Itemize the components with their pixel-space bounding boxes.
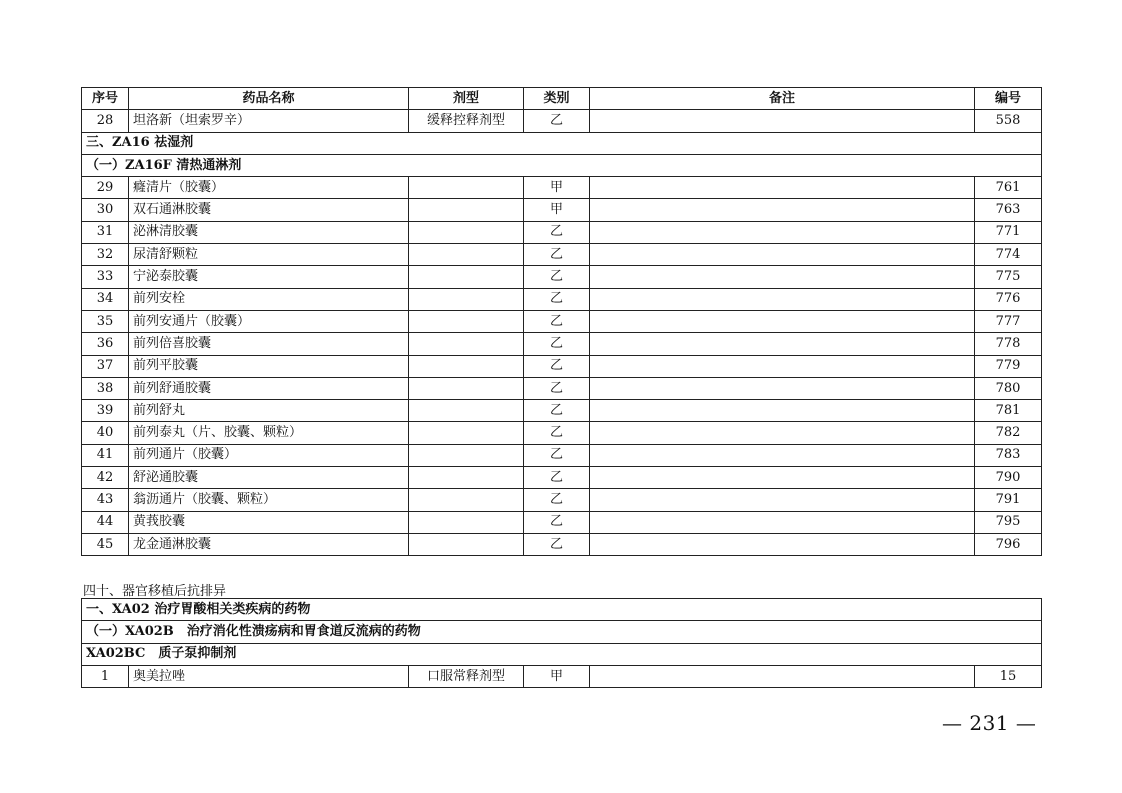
table-row: [82, 665, 1042, 687]
table-row: [82, 511, 1042, 533]
cell-code: 796: [975, 533, 1042, 555]
cell-code: 795: [975, 511, 1042, 533]
section-heading-row: [82, 132, 1042, 154]
cell-form: [409, 266, 524, 288]
cell-code: 763: [975, 199, 1042, 221]
cell-category: 乙: [524, 221, 590, 243]
cell-code: 780: [975, 377, 1042, 399]
cell-note: [590, 221, 975, 243]
cell-code: 771: [975, 221, 1042, 243]
header-category: 类别: [524, 88, 590, 110]
cell-name: 坦洛新（坦索罗辛）: [129, 110, 409, 132]
cell-form: [409, 489, 524, 511]
cell-note: [590, 199, 975, 221]
table-row: [82, 467, 1042, 489]
subsection-heading: （一）XA02B 治疗消化性溃疡病和胃食道反流病的药物: [82, 621, 1042, 643]
cell-name: 前列通片（胶囊）: [129, 444, 409, 466]
cell-note: [590, 467, 975, 489]
cell-code: 774: [975, 244, 1042, 266]
cell-name: 前列舒通胶囊: [129, 377, 409, 399]
section-heading: 三、ZA16 祛湿剂: [82, 132, 1042, 154]
cell-note: [590, 110, 975, 132]
cell-code: 558: [975, 110, 1042, 132]
cell-name: 尿清舒颗粒: [129, 244, 409, 266]
cell-category: 乙: [524, 244, 590, 266]
cell-no: 44: [82, 511, 129, 533]
cell-no: 31: [82, 221, 129, 243]
cell-name: 泌淋清胶囊: [129, 221, 409, 243]
cell-note: [590, 288, 975, 310]
cell-category: 乙: [524, 310, 590, 332]
header-no: 序号: [82, 88, 129, 110]
cell-code: 782: [975, 422, 1042, 444]
cell-note: [590, 177, 975, 199]
cell-no: 30: [82, 199, 129, 221]
cell-no: 29: [82, 177, 129, 199]
table-row: [82, 489, 1042, 511]
cell-no: 40: [82, 422, 129, 444]
cell-form: [409, 355, 524, 377]
table-row: [82, 266, 1042, 288]
cell-no: 34: [82, 288, 129, 310]
cell-category: 乙: [524, 422, 590, 444]
cell-form: 口服常释剂型: [409, 665, 524, 687]
cell-form: [409, 511, 524, 533]
cell-category: 甲: [524, 665, 590, 687]
cell-name: 前列泰丸（片、胶囊、颗粒）: [129, 422, 409, 444]
cell-code: 15: [975, 665, 1042, 687]
cell-note: [590, 665, 975, 687]
cell-category: 乙: [524, 288, 590, 310]
table-row: [82, 110, 1042, 132]
cell-note: [590, 511, 975, 533]
cell-no: 39: [82, 400, 129, 422]
cell-code: 790: [975, 467, 1042, 489]
table-row: [82, 288, 1042, 310]
cell-form: [409, 310, 524, 332]
cell-code: 778: [975, 333, 1042, 355]
cell-category: 乙: [524, 400, 590, 422]
cell-code: 776: [975, 288, 1042, 310]
cell-no: 37: [82, 355, 129, 377]
cell-no: 1: [82, 665, 129, 687]
cell-no: 32: [82, 244, 129, 266]
cell-note: [590, 377, 975, 399]
cell-name: 前列安通片（胶囊）: [129, 310, 409, 332]
chapter-heading: 四十、器官移植后抗排异: [83, 584, 227, 599]
cell-category: 乙: [524, 377, 590, 399]
cell-form: 缓释控释剂型: [409, 110, 524, 132]
cell-name: 宁泌泰胶囊: [129, 266, 409, 288]
cell-form: [409, 333, 524, 355]
cell-form: [409, 244, 524, 266]
table-row: [82, 310, 1042, 332]
table-row: [82, 377, 1042, 399]
drug-table-continued: [81, 598, 1042, 688]
header-note: 备注: [590, 88, 975, 110]
cell-name: 癃清片（胶囊）: [129, 177, 409, 199]
cell-note: [590, 533, 975, 555]
group-heading-row: [82, 643, 1042, 665]
group-heading: XA02BC 质子泵抑制剂: [82, 643, 1042, 665]
cell-note: [590, 489, 975, 511]
page-number: — 231 —: [942, 711, 1037, 735]
cell-category: 乙: [524, 489, 590, 511]
table-row: [82, 221, 1042, 243]
cell-category: 乙: [524, 511, 590, 533]
cell-name: 舒泌通胶囊: [129, 467, 409, 489]
cell-no: 42: [82, 467, 129, 489]
cell-note: [590, 400, 975, 422]
cell-code: 777: [975, 310, 1042, 332]
cell-note: [590, 355, 975, 377]
table-row: [82, 355, 1042, 377]
cell-form: [409, 533, 524, 555]
header-form: 剂型: [409, 88, 524, 110]
table-row: [82, 244, 1042, 266]
cell-form: [409, 377, 524, 399]
header-name: 药品名称: [129, 88, 409, 110]
subsection-heading-row: [82, 621, 1042, 643]
cell-form: [409, 288, 524, 310]
cell-category: 乙: [524, 533, 590, 555]
cell-category: 甲: [524, 177, 590, 199]
cell-no: 41: [82, 444, 129, 466]
cell-category: 甲: [524, 199, 590, 221]
cell-name: 前列安栓: [129, 288, 409, 310]
table-row: [82, 444, 1042, 466]
table-row: [82, 400, 1042, 422]
cell-no: 45: [82, 533, 129, 555]
section-heading-row: [82, 599, 1042, 621]
cell-form: [409, 177, 524, 199]
cell-no: 36: [82, 333, 129, 355]
subsection-heading-row: [82, 154, 1042, 176]
cell-note: [590, 422, 975, 444]
cell-code: 781: [975, 400, 1042, 422]
cell-name: 前列平胶囊: [129, 355, 409, 377]
cell-no: 33: [82, 266, 129, 288]
cell-note: [590, 444, 975, 466]
cell-name: 翁沥通片（胶囊、颗粒）: [129, 489, 409, 511]
section-heading: 一、XA02 治疗胃酸相关类疾病的药物: [82, 599, 1042, 621]
cell-form: [409, 221, 524, 243]
cell-code: 779: [975, 355, 1042, 377]
cell-code: 761: [975, 177, 1042, 199]
cell-name: 前列倍喜胶囊: [129, 333, 409, 355]
cell-note: [590, 244, 975, 266]
header-code: 编号: [975, 88, 1042, 110]
cell-category: 乙: [524, 467, 590, 489]
cell-note: [590, 266, 975, 288]
cell-category: 乙: [524, 110, 590, 132]
table-row: [82, 199, 1042, 221]
cell-name: 前列舒丸: [129, 400, 409, 422]
cell-form: [409, 199, 524, 221]
cell-name: 奥美拉唑: [129, 665, 409, 687]
cell-no: 38: [82, 377, 129, 399]
table-row: [82, 177, 1042, 199]
table-header-row: [82, 88, 1042, 110]
cell-note: [590, 310, 975, 332]
cell-category: 乙: [524, 444, 590, 466]
cell-code: 775: [975, 266, 1042, 288]
cell-name: 双石通淋胶囊: [129, 199, 409, 221]
cell-category: 乙: [524, 355, 590, 377]
cell-name: 黄莪胶囊: [129, 511, 409, 533]
cell-no: 43: [82, 489, 129, 511]
cell-name: 龙金通淋胶囊: [129, 533, 409, 555]
table-row: [82, 422, 1042, 444]
cell-form: [409, 467, 524, 489]
cell-form: [409, 400, 524, 422]
table-row: [82, 533, 1042, 555]
table-row: [82, 333, 1042, 355]
cell-note: [590, 333, 975, 355]
cell-form: [409, 444, 524, 466]
drug-table: [81, 87, 1042, 556]
subsection-heading: （一）ZA16F 清热通淋剂: [82, 154, 1042, 176]
cell-category: 乙: [524, 266, 590, 288]
cell-category: 乙: [524, 333, 590, 355]
cell-code: 791: [975, 489, 1042, 511]
cell-form: [409, 422, 524, 444]
cell-no: 35: [82, 310, 129, 332]
cell-code: 783: [975, 444, 1042, 466]
cell-no: 28: [82, 110, 129, 132]
